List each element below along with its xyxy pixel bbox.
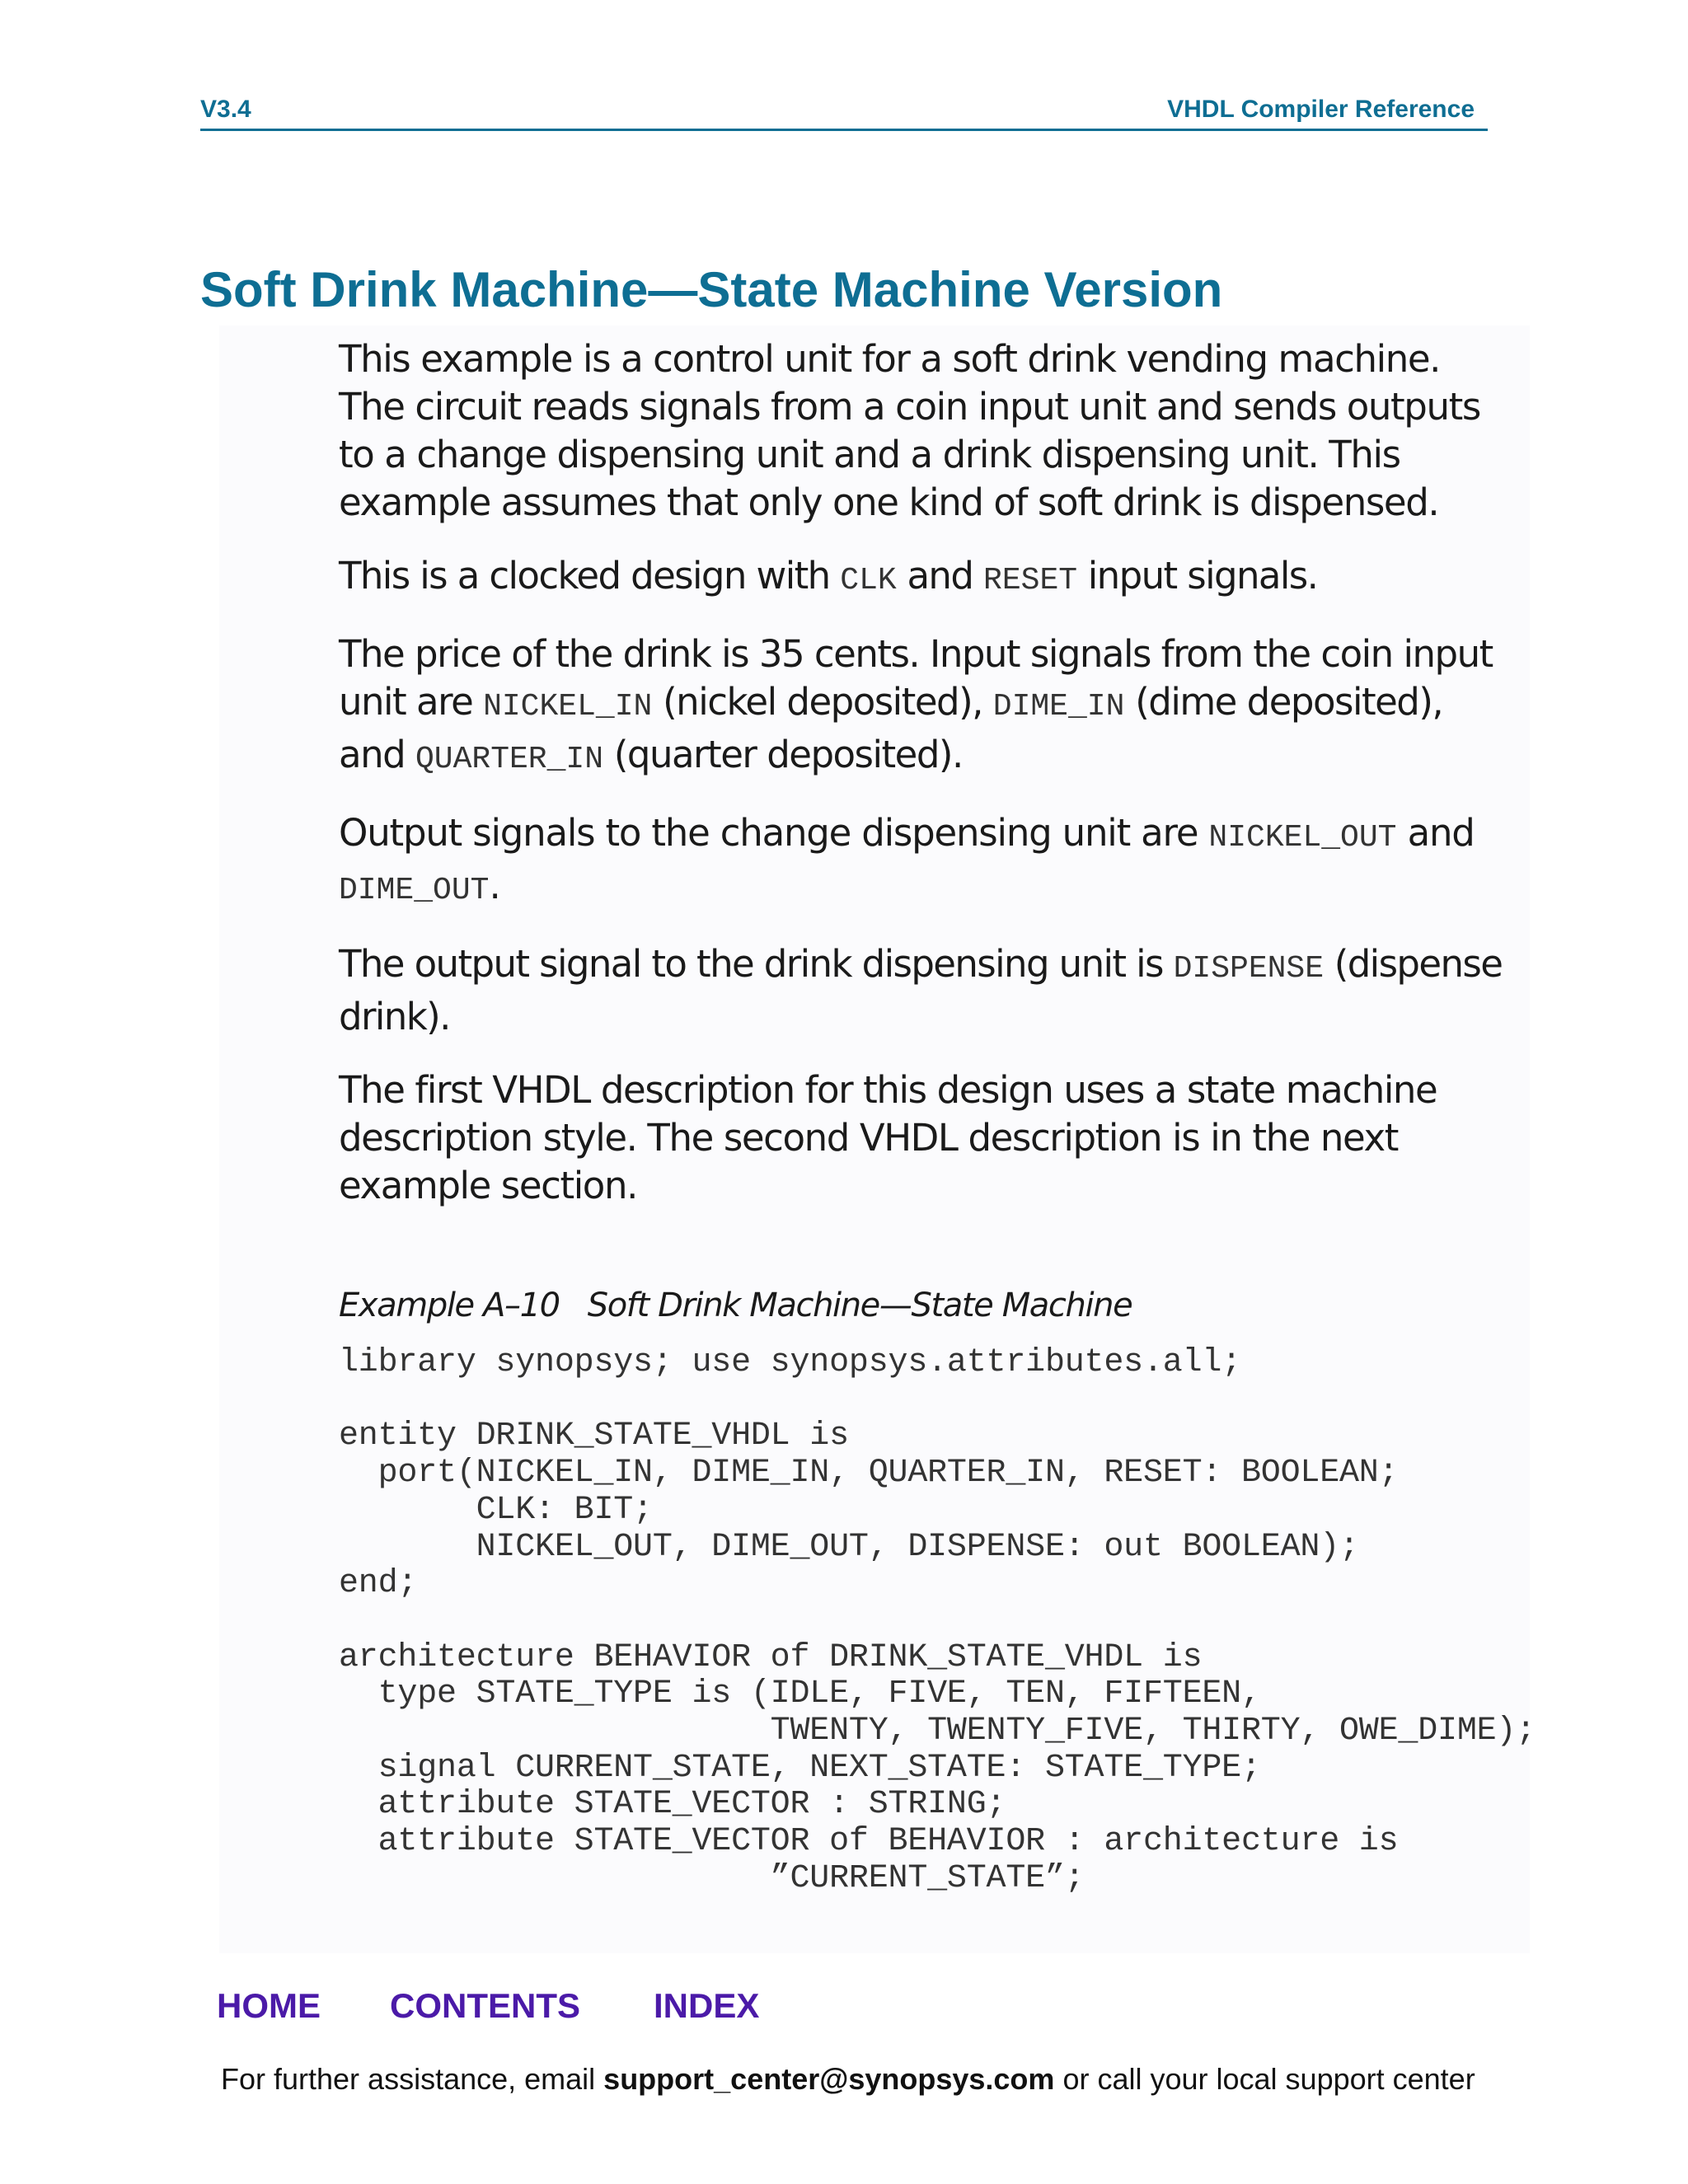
index-link[interactable]: INDEX — [654, 1986, 760, 2025]
vhdl-code-listing: library synopsys; use synopsys.attributes.all; entity DRINK_STATE_VHDL is port(NICKEL_IN, DIME_IN, QUARTER_IN, RESET: BOOLEAN; CLK: BIT; NICKEL_OUT, DIME_OUT, DISPENSE: out BOOLEAN); end; architecture BEHAVIOR of DRINK_STATE_VHDL is type STATE_TYPE is (IDLE, FIVE, TEN, FIFTEEN, TWENTY, TWENTY_FIVE, THIRTY, OWE_DIME); signal CURRENT_STATE, NEXT_STATE: STATE_TYPE; attribute STATE_VECTOR : STRING; attribute STATE_VECTOR of BEHAVIOR : architecture is ”CURRENT_STATE”; — [339, 1344, 1536, 1897]
signal-name: DIME_OUT — [339, 873, 490, 908]
support-footer — [221, 2062, 1475, 2097]
signal-name: CLK — [840, 563, 897, 598]
paragraph-text: The price of the drink is 35 cents. Input signals from the coin input unit are — [339, 632, 1493, 724]
paragraph-text: This is a clocked design with — [339, 554, 830, 598]
footer-text-before: For further assistance, email — [221, 2062, 596, 2096]
example-title: Soft Drink Machine—State Machine — [587, 1286, 1132, 1324]
example-caption — [339, 1286, 1132, 1324]
paragraph-description-style: The first VHDL description for this design uses a state machine description style. The second VHDL description is in the next example section. — [339, 1068, 1437, 1207]
paragraph-dispense-output — [339, 940, 1509, 1041]
example-number: Example A–10 — [339, 1286, 560, 1324]
support-email: support_center@synopsys.com — [603, 2062, 1055, 2096]
home-link[interactable]: HOME — [217, 1986, 321, 2025]
paragraph-text: (dime deposited), and — [339, 680, 1443, 776]
paragraph-text: Output signals to the change dispensing unit are — [339, 811, 1198, 855]
paragraph-text: (nickel deposited), — [663, 680, 982, 724]
paragraph-text: (quarter deposited). — [613, 733, 963, 776]
paragraph-clocked-design — [339, 552, 1509, 605]
body-text — [339, 335, 1509, 1235]
contents-link[interactable]: CONTENTS — [390, 1986, 580, 2025]
signal-name: QUARTER_IN — [415, 742, 604, 777]
signal-name: RESET — [983, 563, 1078, 598]
paragraph-change-outputs — [339, 809, 1509, 915]
paragraph-text: and — [1407, 811, 1475, 855]
page-header — [200, 96, 1488, 131]
paragraph-price — [339, 630, 1509, 784]
paragraph-text: and — [907, 554, 973, 598]
signal-name: DISPENSE — [1173, 951, 1325, 987]
section-title: Soft Drink Machine—State Machine Version — [200, 262, 1223, 317]
document-title: VHDL Compiler Reference — [1167, 96, 1475, 123]
paragraph-text: (dispense drink). — [339, 942, 1503, 1038]
signal-name: NICKEL_OUT — [1208, 820, 1397, 855]
footer-text-after: or call your local support center — [1062, 2062, 1475, 2096]
paragraph-text: . — [489, 864, 500, 907]
signal-name: NICKEL_IN — [483, 689, 653, 724]
version-label: V3.4 — [200, 96, 251, 123]
paragraph-text: input signals. — [1087, 554, 1318, 598]
paragraph-text: The output signal to the drink dispensing unit is — [339, 942, 1163, 986]
paragraph-intro: This example is a control unit for a soft drink vending machine. The circuit reads signals from a coin input unit and sends outputs to a change dispensing unit and a drink dispensing unit. This example assumes that only one kind of soft drink is dispensed. — [339, 337, 1480, 524]
signal-name: DIME_IN — [992, 689, 1125, 724]
